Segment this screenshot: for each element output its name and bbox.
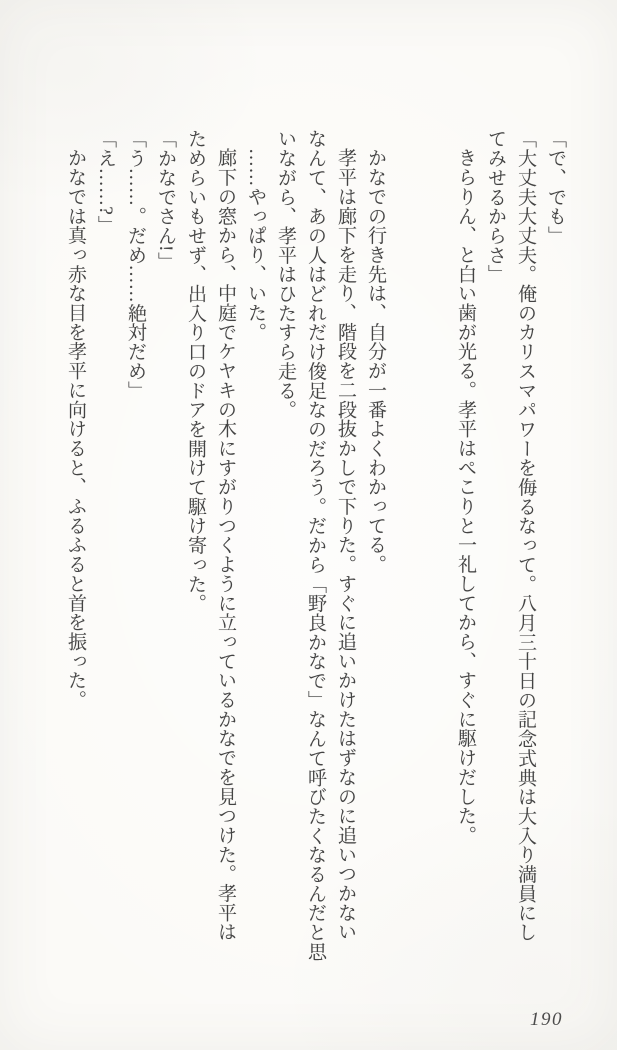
text-block: [60, 129, 570, 965]
text-line: てみせるからさ」: [485, 129, 506, 284]
text-line: なんて、あの人はどれだけ俊足なのだろう。だから「野良かなで」なんて呼びたくなるんだと思: [305, 129, 326, 962]
page-number: 190: [530, 1009, 563, 1030]
narrative-paragraph: [60, 129, 90, 965]
section-break: [390, 129, 450, 965]
narrative-paragraph: [450, 129, 480, 965]
text-line: 「かなでさん!」: [155, 129, 176, 272]
dialogue-paragraph: [480, 129, 540, 965]
text-line: ……やっぱり、いた。: [245, 148, 266, 342]
text-line: 廊下の窓から、中庭でケヤキの木にすがりつくように立っているかなでを見つけた。孝平は: [215, 148, 236, 942]
text-line: いながら、孝平はひたすら走る。: [275, 129, 296, 420]
text-line: 「で、でも」: [545, 129, 566, 246]
narrative-paragraph: [360, 129, 390, 965]
narrative-paragraph: [180, 129, 240, 965]
dialogue-paragraph: [120, 129, 150, 965]
dialogue-paragraph: [540, 129, 570, 965]
text-line: 「う……。だめ……絶対だめ」: [125, 129, 146, 400]
text-line: ためらいもせず、出入り口のドアを開けて駆け寄った。: [185, 129, 206, 613]
text-line: かなでの行き先は、自分が一番よくわかってる。: [365, 148, 386, 574]
dialogue-paragraph: [150, 129, 180, 965]
narrative-paragraph: [240, 129, 270, 965]
text-line: 「え……?」: [95, 129, 116, 235]
narrative-paragraph: [270, 129, 360, 965]
dialogue-paragraph: [90, 129, 120, 965]
text-line: きらりん、と白い歯が光る。孝平はぺこりと一礼してから、すぐに駆けだした。: [455, 148, 476, 845]
text-line: 「大丈夫大丈夫。俺のカリスマパワーを侮るなって。八月三十日の記念式典は大入り満員にし: [515, 129, 536, 942]
text-line: 孝平は廊下を走り、階段を二段抜かしで下りた。すぐに追いかけたはずなのに追いつかない: [335, 148, 356, 942]
text-line: かなでは真っ赤な目を孝平に向けると、ふるふると首を振った。: [65, 148, 86, 710]
